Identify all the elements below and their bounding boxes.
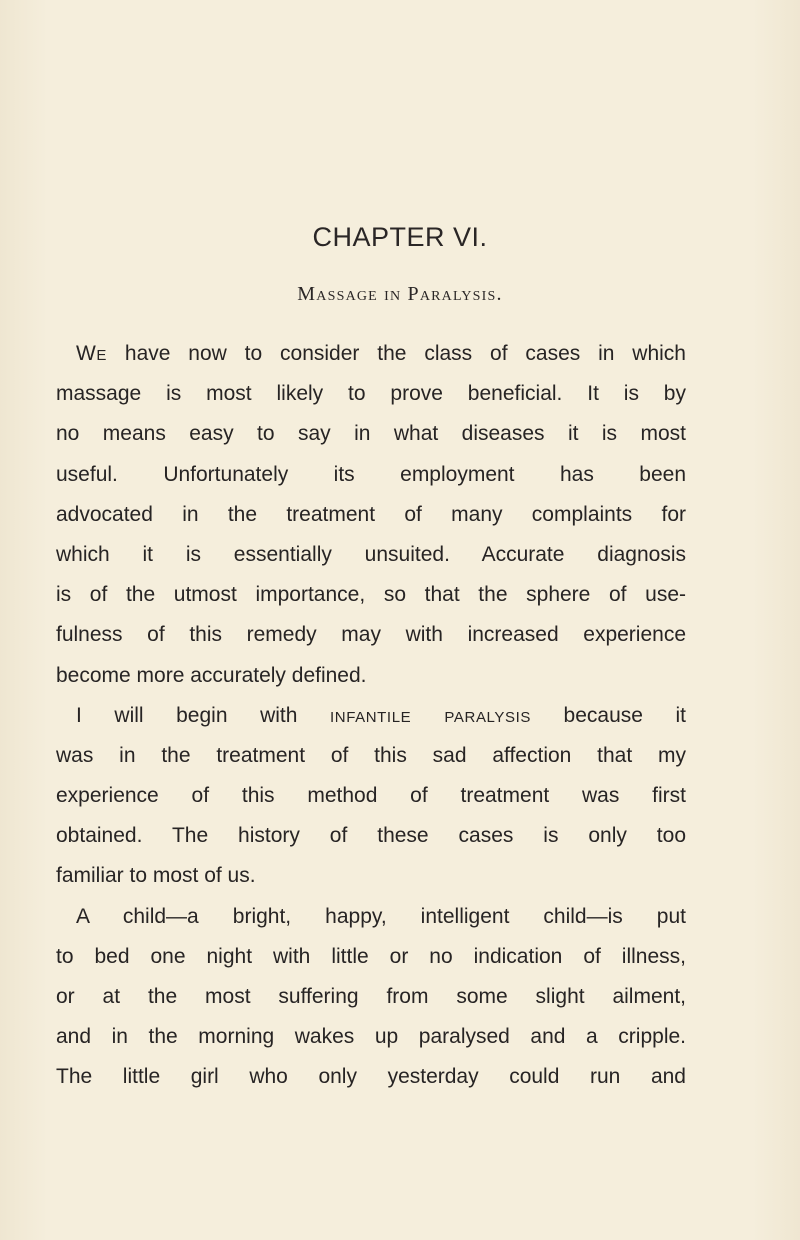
text-line: and in the morning wakes up paralysed and a cripple. <box>56 1025 686 1049</box>
lead-small-caps: We <box>76 342 108 365</box>
text-line: no means easy to say in what diseases it is most <box>56 422 686 446</box>
text-line: A child—a bright, happy, intelligent child—is put <box>76 904 686 928</box>
text-line: or at the most suffering from some slight ailment, <box>56 985 686 1008</box>
text-line: useful. Unfortunately its employment has been <box>56 462 686 486</box>
text-line: become more accurately defined. <box>56 663 367 687</box>
text-line: familiar to most of us. <box>56 864 256 888</box>
text-line: I will begin with infantile paralysis because it <box>76 703 686 727</box>
text-line: experience of this method of treatment was first <box>56 784 686 808</box>
paragraph-3 <box>56 897 686 1098</box>
body-text <box>56 334 686 1098</box>
text-line: We have now to consider the class of cases in which <box>76 342 686 365</box>
text-line: fulness of this remedy may with increased experience <box>56 623 686 647</box>
text-line: to bed one night with little or no indication of illness, <box>56 944 686 968</box>
text-line: advocated in the treatment of many complaints for <box>56 502 686 526</box>
chapter-number-heading: CHAPTER VI. <box>312 222 488 252</box>
text-line: which it is essentially unsuited. Accurate diagnosis <box>56 542 686 566</box>
chapter-title: Massage in Paralysis. <box>297 283 503 305</box>
paragraph-2 <box>56 696 686 897</box>
text-line: is of the utmost importance, so that the sphere of use- <box>56 583 686 607</box>
text-line: massage is most likely to prove beneficial. It is by <box>56 382 686 406</box>
text-line: The little girl who only yesterday could run and <box>56 1065 686 1089</box>
text-line: was in the treatment of this sad affection that my <box>56 743 686 767</box>
text-line: obtained. The history of these cases is only too <box>56 824 686 848</box>
small-caps-term: infantile paralysis <box>330 703 531 727</box>
paragraph-1 <box>56 334 686 696</box>
